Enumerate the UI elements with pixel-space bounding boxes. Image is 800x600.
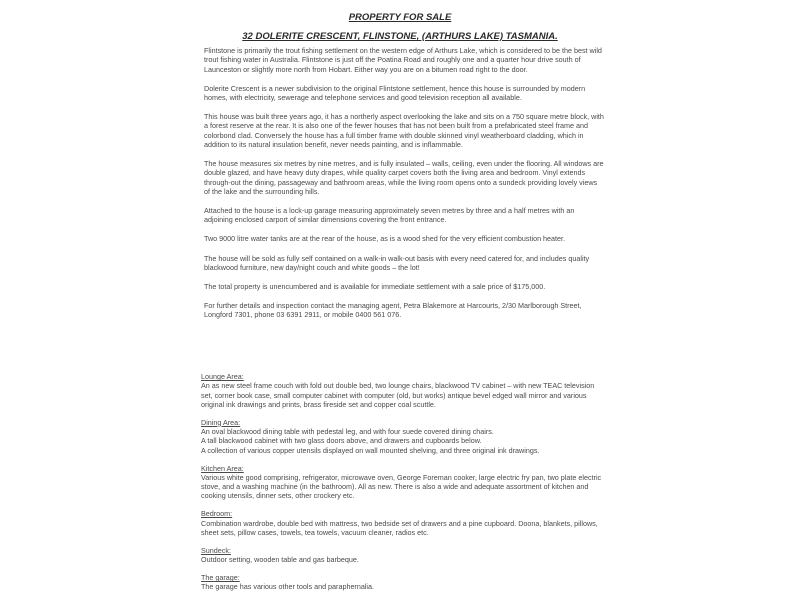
paragraph-water-tanks: Two 9000 litre water tanks are at the rear of the house, as is a wood shed for the very efficient combustion heater.: [204, 234, 566, 244]
description-body: [204, 46, 604, 329]
paragraph-contact: For further details and inspection contact the managing agent, Petra Blakemore at Harcourts, 2/30 Marlborough Street, Longford 7301, phone 03 6391 2911, or mobile 0400 561 076.: [204, 301, 582, 320]
paragraph-location: Flintstone is primarily the trout fishing settlement on the western edge of Arthurs Lake, which is considered to be the best wild trout fishing water in Australia. Flintstone is just off the Poatina Road and roughly one and a quarter hour drive south of Launceston or slightly more north from Hobart. Either way you are on a bitumen road right to the door.: [204, 46, 602, 74]
inventory-line: An oval blackwood dining table with pedestal leg, and with four suede covered dining chairs.: [201, 427, 494, 437]
property-address-heading: 32 DOLERITE CRESCENT, FLINSTONE, (ARTHURS LAKE) TASMANIA.: [242, 31, 558, 42]
paragraph-sale-terms: The house will be sold as fully self contained on a walk-in walk-out basis with every need catered for, and includes quality blackwood furniture, new day/night couch and white goods – the lot!: [204, 253, 590, 272]
document-title: PROPERTY FOR SALE: [348, 12, 452, 23]
inventory-line: A tall blackwood cabinet with two glass doors above, and drawers and cupboards below.: [201, 436, 482, 446]
paragraph-dimensions: The house measures six metres by nine metres, and is fully insulated – walls, ceiling, even under the flooring. All windows are double glazed, and have heavy duty drapes, while quality carpet covers both the living area and bedroom. Vinyl extends through-out the dining, passageway and bathroom areas, while the living room opens onto a sundeck providing lovely views of the lake and the surrounding hills.: [204, 159, 604, 196]
inventory-section-dining: [201, 418, 606, 455]
paragraph-garage: Attached to the house is a lock-up garage measuring approximately seven metres by three and a half metres with an adjoining enclosed carport of similar dimensions covering the front entrance.: [204, 206, 575, 225]
inventory-heading: Bedroom:: [201, 509, 233, 519]
inventory-line: Outdoor setting, wooden table and gas barbeque.: [201, 555, 359, 565]
inventory-heading: Dining Area:: [201, 417, 241, 427]
inventory-heading: The garage:: [201, 573, 240, 583]
inventory-line: The garage has various other tools and paraphernalia.: [201, 582, 375, 592]
inventory-line: Combination wardrobe, double bed with mattress, two bedside set of drawers and a pine cupboard. Doona, blankets, pillows, sheet sets, pillow cases, towels, tea towels, vacuum cleaner, radios etc.: [201, 518, 598, 537]
inventory-section-garage: [201, 573, 606, 592]
paragraph-subdivision: Dolerite Crescent is a newer subdivision to the original Flintstone settlement, hence this house is surrounded by modern homes, with electricity, sewerage and telephone services and good television reception all available.: [204, 83, 586, 102]
inventory-heading: Sundeck:: [201, 545, 231, 555]
inventory-line: A collection of various copper utensils displayed on wall mounted shelving, and three original ink drawings.: [201, 445, 540, 455]
inventory-section-kitchen: [201, 464, 606, 501]
paragraph-construction: This house was built three years ago, it has a northerly aspect overlooking the lake and sits on a 750 square metre block, with a forest reserve at the rear. It is also one of the fewer houses that has not been built from a prefabricated steel frame and colorbond clad. Conversely the house has a full timber frame with double skinned vinyl weatherboard cladding, which in addition to its natural insulation benefit, never needs painting, and is inflammable.: [204, 112, 604, 149]
inventory-heading: Lounge Area:: [201, 372, 244, 381]
inventory-line: An as new steel frame couch with fold out double bed, two lounge chairs, blackwood TV cabinet – with new TEAC television set, corner book case, small computer cabinet with computer (old, but works) antique bevel edged wall mirror and various original ink drawings and prints, brass fireside set and copper coal scuttle.: [201, 381, 595, 409]
inventory-section-lounge: [201, 372, 606, 409]
inventory-heading: Kitchen Area:: [201, 463, 244, 473]
inventory-section-sundeck: [201, 546, 606, 565]
inventory-line: Various white good comprising, refrigerator, microwave oven, George Foreman cooker, large electric fry pan, two plate electric stove, and a washing machine (in the bathroom). All as new. There is also a wide and adequate assortment of kitchen and cooking utensils, dinner sets, other crockery etc.: [201, 472, 602, 501]
inventory-list: [201, 372, 606, 600]
paragraph-price: The total property is unencumbered and is available for immediate settlement with a sale price of $175,000.: [204, 281, 546, 291]
inventory-section-bedroom: [201, 509, 606, 537]
